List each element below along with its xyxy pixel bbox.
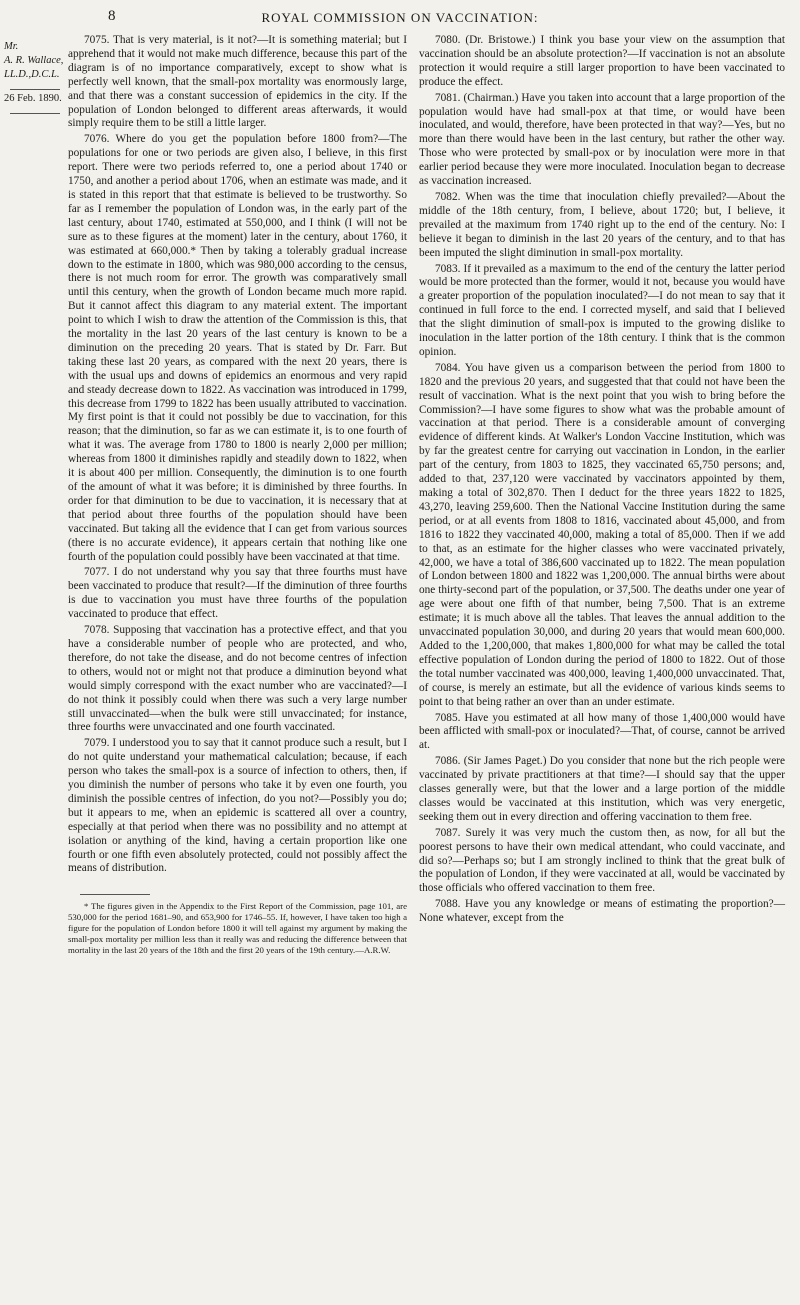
paragraph: 7083. If it prevailed as a maximum to the end of the century the latter period would be more protected than the former, would it not, because you would have a greater proportion of the population inoculated?—I do not mean to say that it continued in full force to the end. I corrected myself, and said that I believed that the slight diminution of small-pox is imputed to the growing dislike to inoculation in the latter portion of the 18th century. I think that is the common opinion. — [419, 262, 785, 358]
running-head: ROYAL COMMISSION ON VACCINATION: — [261, 10, 539, 25]
right-column — [419, 34, 785, 1299]
paragraph: 7086. (Sir James Paget.) Do you consider that none but the rich people were vaccinated by private practitioners at that time?—I should say that the upper classes generally were, but that the lower and a large portion of the middle classes would be vaccinated at this institution, which was very energetic, seeking them out in every direction and offering vaccination to them free. — [419, 755, 785, 823]
paragraph: 7080. (Dr. Bristowe.) I think you base your view on the assumption that vaccination should be an absolute protection?—If vaccination is not an absolute protection it would require a still larger proportion to have been vaccinated to produce the effect. — [419, 34, 785, 88]
footnote: * The figures given in the Appendix to the First Report of the Commission, page 101, are 530,000 for the period 1681–90, and 653,900 for 1746–55. If, however, I have taken too high a figure for the population of London before 1800 it will tell against my argument by making the small-pox mortality per million less than it really was and reducing the difference between that mortality in the last 20 years of the 18th and the first 20 years of the 19th century.—A.R.W. — [68, 901, 407, 955]
witness-degrees: LL.D.,D.C.L. — [4, 69, 60, 80]
paragraph: 7078. Supposing that vaccination has a protective effect, and that you have a considerable number of people who are protected, and who, therefore, do not take the disease, and do not become centres of infection to others, would not or might not that produce a diminution beyond what would simply correspond with the exact number who are vaccinated?—I do not think it possibly could when there was such a very large number still unvaccinated—when the bulk were still unvaccinated; for instance, three fourths were unvaccinated and one fourth vaccinated. — [68, 624, 407, 734]
paragraph: 7087. Surely it was very much the custom then, as now, for all but the poorest persons to have their own medical attendant, who could vaccinate, and did so?—Perhaps so; but I am strongly inclined to think that the great bulk of the population of London, if they were vaccinated at all, would be vaccinated by those officials who offered vaccination to them free. — [419, 826, 785, 895]
footnote-rule — [80, 894, 150, 895]
witness-name: A. R. Wallace, — [4, 55, 64, 66]
paragraph: 7084. You have given us a comparison between the period from 1800 to 1820 and the previous 20 years, and suggested that that could not have been the result of vaccination. What is the next point that you wish to bring before the Commission?—I have some figures to show what was the probable amount of vaccination at that period. There is a considerable amount of converging evidence of different kinds. At Walker's London Vaccine Institution, which was by far the greatest centre for carrying out vaccination in London, in the earlier part of the century, from 1803 to 1825, they vaccinated 65,750 persons; and, added to that, 237,120 were vaccinated by vaccinators appointed by them, making a total of 302,870. Then I deduct for the three years 1822 to 1825, 43,270, leaving 259,600. Then the National Vaccine Institution during the same period, or at all events from 1808 to 1816, vaccinated about 45,000, and from 1816 to 1822 they vaccinated 40,000, making a total of 85,000. Then if we add to that, as an estimate for the higher classes who were vaccinated privately, 42,000, we have a total of 386,600 vaccinated up to 1822. The mean population of London between 1800 and 1822 was 1,200,000. The annual births were about one thirty-second part of the population, or 37,500. The deaths under one year of age were about one fifth of that number, being 7,500. That is an extreme estimate; it is much above all the tables. That leaves the annual addition to the unvaccinated population 30,000, and during 20 years that would mean 600,000. Added to the 1,200,000, that makes 1,800,000 for what may be called the total effective population of London during the period of 1800 to 1822. Out of those the total number vaccinated was 400,000, leaving 1,400,000 unvaccinated. That, of course, is merely an estimate, but all the evidence of various kinds seems to point to that being rather an over than an under estimate. — [419, 361, 785, 708]
page-header — [0, 6, 800, 28]
paragraph: 7082. When was the time that inoculation chiefly prevailed?—About the middle of the 18th century, from, I believe, about 1720; but, I believe, it prevailed at the maximum from 1740 right up to the end of the century. No: I believe it began to diminish in the last 20 years of the century, and to that has been imputed the slight diminution in small-pox mortality. — [419, 190, 785, 259]
margin-note — [4, 40, 64, 114]
margin-rule — [10, 113, 60, 114]
paragraph: 7076. Where do you get the population before 1800 from?—The populations for one or two periods are given also, I believe, in this first report. There were two periods referred to, one a period about 1740 or 1750, and another a period about 1706, when an estimate was made, and it is stated in this report that that estimate is believed to be trustworthy. So far as I remember the population of London was, in the early part of the last century, about 1740, estimated at 550,000, and I think (I will not be sure as to these figures at the moment) later in the century, about 1760, it was estimated at 660,000.* Then by taking a tolerably gradual increase down to the estimate in 1800, which was 980,000 according to the census, there is not much room for error. The growth was comparatively small until this century, when the growth of London became much more rapid. But it cannot affect this diagram to any material extent. The important point to which I wish to draw the attention of the Commission is this, that the mortality in the last 20 years of the last century is known to be a diminution on the preceding 20 years. That is stated by Dr. Farr. But taking these last 20 years, as compared with the next 20 years, there is with the usual ups and downs of epidemics an enormous and very rapid and steady decrease down to 1822. As vaccination was introduced in 1799, this decrease from 1799 to 1822 has been usually attributed to vaccination. My first point is that it could not possibly be due to vaccination, for this reason; that the diminution, so far as we can estimate it, is to one fourth of what it was. The average from 1780 to 1800 is nearly 2,000 per million; whereas from 1800 it diminishes rapidly and steadily down to 1822, when it is about 400 per million. Consequently, the diminution is to one fourth of the amount of what it was before; it is diminished by three fourths. In order for that diminution to be due to vaccination, it is necessary that at that period about three fourths of the population should have been vaccinated. But taking all the evidence that I can get from various sources (there is no accurate evidence), it appears certain that nothing like one fourth of the population could possibly have been vaccinated at that time. — [68, 133, 407, 563]
paragraph: 7079. I understood you to say that it cannot produce such a result, but I do not quite understand your mathematical calculation; because, if each person who takes the small-pox is a source of infection to others, then, if you diminish the number of persons who take it by even one fourth, you diminish the possible centres of infection, do you not?—Possibly you do; but it appears to me, when an epidemic is scattered all over a country, especially at that period when there was no possibility and no attempt at isolation or anything of the kind, having a certain proportion like one fourth or one fifth even absolutely protected, could not possibly affect the means of distribution. — [68, 737, 407, 875]
left-column — [68, 34, 407, 1299]
paragraph: 7085. Have you estimated at all how many of those 1,400,000 would have been afflicted with small-pox or inoculated?—That, of course, cannot be arrived at. — [419, 711, 785, 752]
page-number: 8 — [108, 8, 117, 24]
paragraph: 7088. Have you any knowledge or means of estimating the proportion?—None whatever, except from the — [419, 898, 785, 925]
margin-date: 26 Feb. 1890. — [4, 93, 62, 104]
margin-rule — [10, 89, 60, 90]
witness-prefix: Mr. — [4, 41, 19, 52]
paragraph: 7081. (Chairman.) Have you taken into account that a large proportion of the population would have had small-pox at that time, or would have been inoculated, and would, therefore, have been protected in that way?—Yes, but no more than there would have been in the last century, but rather the other way. Those who were protected by small-pox or by inoculation were more in that earlier period because they were more inoculated. Inoculation began to decrease as vaccination increased. — [419, 91, 785, 188]
paragraph: 7075. That is very material, is it not?—It is something material; but I apprehend that it would not make much difference, because this part of the diagram is of no importance comparatively, except to show what is perfectly well known, that the small-pox mortality was enormously large, and that there was a constant succession of epidemics in the city. If the population of London belonged to different areas afterwards, it would simply require them to be still a little larger. — [68, 34, 407, 130]
paragraph: 7077. I do not understand why you say that three fourths must have been vaccinated to produce that result?—If the diminution of three fourths is due to vaccination you must have three fourths of the population vaccinated to produce that effect. — [68, 566, 407, 621]
